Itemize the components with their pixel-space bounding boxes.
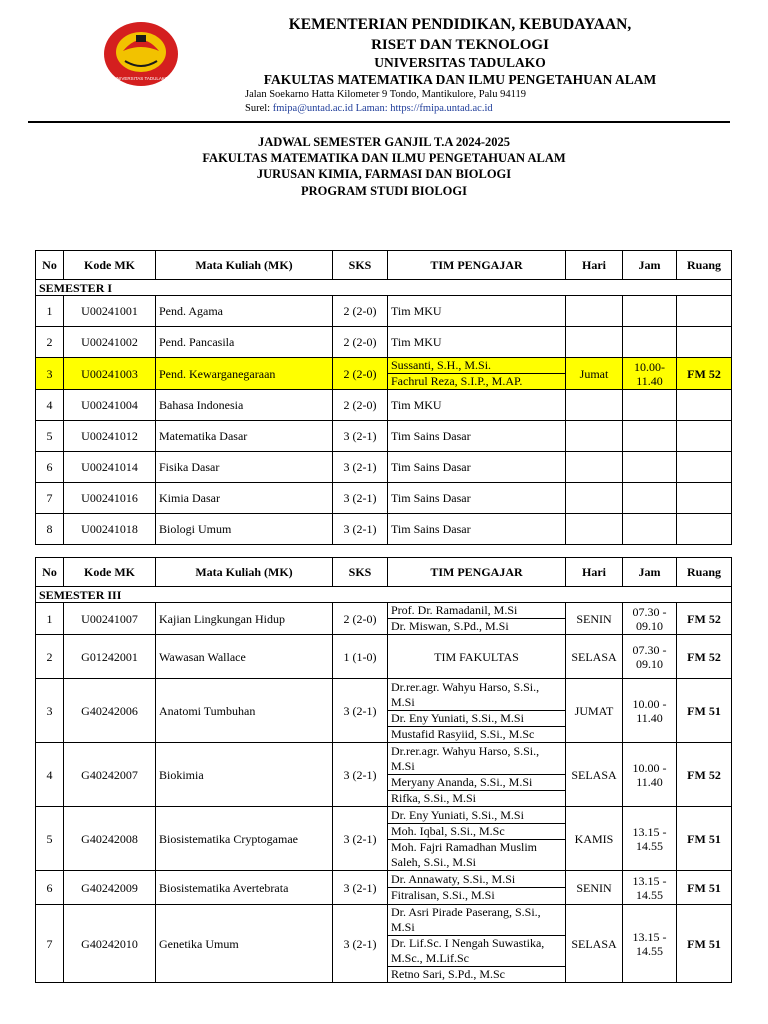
cell-no: 1 xyxy=(36,603,64,635)
cell-tim xyxy=(388,603,566,635)
cell-kode: G40242006 xyxy=(64,679,156,743)
cell-ruang xyxy=(677,452,732,483)
cell-no: 2 xyxy=(36,327,64,358)
col-header: No xyxy=(36,251,64,280)
col-header: TIM PENGAJAR xyxy=(388,558,566,587)
schedule-department: JURUSAN KIMIA, FARMASI DAN BIOLOGI xyxy=(256,167,512,181)
cell-tim xyxy=(388,743,566,807)
cell-mk: Bahasa Indonesia xyxy=(156,390,333,421)
lecturer-name: Fitralisan, S.Si., M.Si xyxy=(391,888,495,902)
cell-kode: G40242007 xyxy=(64,743,156,807)
cell-jam: 07.30 - 09.10 xyxy=(623,635,677,679)
cell-ruang: FM 51 xyxy=(677,679,732,743)
cell-tim xyxy=(388,905,566,983)
table-header xyxy=(36,251,732,280)
cell-sks: 3 (2-1) xyxy=(333,905,388,983)
col-header: Hari xyxy=(566,558,623,587)
table-row xyxy=(36,421,732,452)
cell-mk: Wawasan Wallace xyxy=(156,635,333,679)
lecturer-name: Moh. Iqbal, S.Si., M.Sc xyxy=(388,824,565,840)
cell-tim xyxy=(388,679,566,743)
lecturer-name: Dr. Eny Yuniati, S.Si., M.Si xyxy=(388,711,565,727)
cell-jam xyxy=(623,452,677,483)
lecturer-name: Retno Sari, S.Pd., M.Sc xyxy=(391,967,506,981)
cell-sks: 3 (2-1) xyxy=(333,679,388,743)
col-header: Mata Kuliah (MK) xyxy=(156,251,333,280)
cell-mk: Kimia Dasar xyxy=(156,483,333,514)
cell-sks: 3 (2-1) xyxy=(333,452,388,483)
cell-tim: Tim Sains Dasar xyxy=(388,421,566,452)
letterhead-contact xyxy=(245,103,493,114)
col-header: Ruang xyxy=(677,558,732,587)
cell-kode: G40242008 xyxy=(64,807,156,871)
table-row xyxy=(36,296,732,327)
table-row xyxy=(36,871,732,905)
cell-sks: 2 (2-0) xyxy=(333,327,388,358)
cell-jam: 10.00 - 11.40 xyxy=(623,679,677,743)
cell-ruang xyxy=(677,483,732,514)
cell-mk: Pend. Kewarganegaraan xyxy=(156,358,333,390)
table-row xyxy=(36,807,732,871)
cell-kode: U00241001 xyxy=(64,296,156,327)
cell-tim: Tim MKU xyxy=(388,390,566,421)
cell-mk: Kajian Lingkungan Hidup xyxy=(156,603,333,635)
letterhead-university: UNIVERSITAS TADULAKO xyxy=(374,55,546,70)
semester3-table xyxy=(35,557,732,983)
table-row xyxy=(36,905,732,983)
lecturer-name: Moh. Fajri Ramadhan Muslim Saleh, S.Si., M.Si xyxy=(391,839,537,869)
cell-kode: U00241003 xyxy=(64,358,156,390)
cell-mk: Biologi Umum xyxy=(156,514,333,545)
col-header: TIM PENGAJAR xyxy=(388,251,566,280)
cell-tim: Tim MKU xyxy=(388,327,566,358)
cell-ruang: FM 52 xyxy=(677,358,732,390)
semester-row xyxy=(36,587,732,603)
semester1-table xyxy=(35,250,732,545)
cell-mk: Fisika Dasar xyxy=(156,452,333,483)
cell-jam xyxy=(623,483,677,514)
cell-sks: 2 (2-0) xyxy=(333,296,388,327)
cell-kode: U00241004 xyxy=(64,390,156,421)
letterhead-ministry: KEMENTERIAN PENDIDIKAN, KEBUDAYAAN, xyxy=(288,16,632,33)
table-row xyxy=(36,358,732,390)
table-row xyxy=(36,603,732,635)
cell-sks: 2 (2-0) xyxy=(333,603,388,635)
cell-mk: Anatomi Tumbuhan xyxy=(156,679,333,743)
cell-no: 5 xyxy=(36,807,64,871)
cell-ruang: FM 52 xyxy=(677,603,732,635)
letterhead-faculty: FAKULTAS MATEMATIKA DAN ILMU PENGETAHUAN ALAM xyxy=(263,72,657,87)
cell-hari: SELASA xyxy=(566,743,623,807)
table-row xyxy=(36,483,732,514)
cell-hari xyxy=(566,390,623,421)
cell-no: 7 xyxy=(36,905,64,983)
cell-no: 4 xyxy=(36,390,64,421)
letterhead-divider xyxy=(28,121,730,123)
table-header xyxy=(36,558,732,587)
cell-no: 7 xyxy=(36,483,64,514)
cell-no: 3 xyxy=(36,358,64,390)
cell-kode: U00241014 xyxy=(64,452,156,483)
cell-kode: U00241016 xyxy=(64,483,156,514)
lecturer-name: Dr.rer.agr. Wahyu Harso, S.Si., M.Si xyxy=(388,680,565,711)
cell-ruang: FM 51 xyxy=(677,905,732,983)
lecturer-name: Meryany Ananda, S.Si., M.Si xyxy=(388,775,565,791)
col-header: SKS xyxy=(333,251,388,280)
cell-sks: 3 (2-1) xyxy=(333,871,388,905)
cell-ruang: FM 52 xyxy=(677,635,732,679)
lecturer-name: Dr. Annawaty, S.Si., M.Si xyxy=(388,872,565,888)
lecturer-name: Dr. Asri Pirade Paserang, S.Si., M.Si xyxy=(388,905,565,936)
cell-tim: Tim Sains Dasar xyxy=(388,514,566,545)
cell-kode: U00241012 xyxy=(64,421,156,452)
cell-jam: 10.00 - 11.40 xyxy=(623,743,677,807)
cell-mk: Pend. Pancasila xyxy=(156,327,333,358)
cell-jam: 13.15 - 14.55 xyxy=(623,871,677,905)
cell-kode: U00241002 xyxy=(64,327,156,358)
cell-hari: SENIN xyxy=(566,603,623,635)
cell-ruang xyxy=(677,514,732,545)
semester-row xyxy=(36,280,732,296)
cell-sks: 3 (2-1) xyxy=(333,421,388,452)
lecturer-name: Mustafid Rasyiid, S.Si., M.Sc xyxy=(391,726,535,741)
cell-tim: Tim Sains Dasar xyxy=(388,452,566,483)
cell-hari: JUMAT xyxy=(566,679,623,743)
cell-hari xyxy=(566,296,623,327)
lecturer-name: Dr. Eny Yuniati, S.Si., M.Si xyxy=(388,808,565,824)
cell-jam xyxy=(623,514,677,545)
cell-jam: 13.15 - 14.55 xyxy=(623,807,677,871)
cell-sks: 2 (2-0) xyxy=(333,358,388,390)
cell-kode: G40242010 xyxy=(64,905,156,983)
table-row xyxy=(36,743,732,807)
col-header: SKS xyxy=(333,558,388,587)
cell-mk: Biosistematika Avertebrata xyxy=(156,871,333,905)
cell-kode: U00241018 xyxy=(64,514,156,545)
lecturer-name: Dr.rer.agr. Wahyu Harso, S.Si., M.Si xyxy=(388,744,565,775)
cell-hari xyxy=(566,421,623,452)
cell-tim xyxy=(388,358,566,390)
table-row xyxy=(36,390,732,421)
letterhead-address: Jalan Soekarno Hatta Kilometer 9 Tondo, Mantikulore, Palu 94119 xyxy=(245,89,526,100)
email-link[interactable]: fmipa@untad.ac.id Laman: https://fmipa.untad.ac.id xyxy=(272,103,493,114)
cell-hari xyxy=(566,514,623,545)
cell-no: 3 xyxy=(36,679,64,743)
schedule-faculty: FAKULTAS MATEMATIKA DAN ILMU PENGETAHUAN ALAM xyxy=(202,151,566,165)
cell-jam: 13.15 - 14.55 xyxy=(623,905,677,983)
lecturer-name: Dr. Miswan, S.Pd., M.Si xyxy=(391,619,509,633)
col-header: No xyxy=(36,558,64,587)
table-row xyxy=(36,635,732,679)
schedule-title: JADWAL SEMESTER GANJIL T.A 2024-2025 xyxy=(257,135,511,149)
cell-no: 4 xyxy=(36,743,64,807)
cell-mk: Genetika Umum xyxy=(156,905,333,983)
cell-hari: SELASA xyxy=(566,905,623,983)
cell-jam: 07.30 - 09.10 xyxy=(623,603,677,635)
cell-no: 6 xyxy=(36,871,64,905)
cell-hari: Jumat xyxy=(566,358,623,390)
cell-jam xyxy=(623,327,677,358)
col-header: Mata Kuliah (MK) xyxy=(156,558,333,587)
cell-tim: Tim Sains Dasar xyxy=(388,483,566,514)
cell-no: 5 xyxy=(36,421,64,452)
cell-tim: TIM FAKULTAS xyxy=(388,635,566,679)
cell-kode: G40242009 xyxy=(64,871,156,905)
university-logo-icon xyxy=(103,21,179,87)
cell-no: 8 xyxy=(36,514,64,545)
cell-sks: 3 (2-1) xyxy=(333,743,388,807)
cell-no: 2 xyxy=(36,635,64,679)
cell-ruang xyxy=(677,296,732,327)
cell-mk: Pend. Agama xyxy=(156,296,333,327)
cell-mk: Biokimia xyxy=(156,743,333,807)
schedule-program: PROGRAM STUDI BIOLOGI xyxy=(301,184,467,198)
letterhead-ministry-2: RISET DAN TEKNOLOGI xyxy=(371,37,549,53)
cell-ruang xyxy=(677,327,732,358)
lecturer-name: Prof. Dr. Ramadanil, M.Si xyxy=(388,603,565,619)
cell-ruang: FM 51 xyxy=(677,871,732,905)
cell-jam xyxy=(623,390,677,421)
cell-hari: SELASA xyxy=(566,635,623,679)
table-row xyxy=(36,327,732,358)
cell-tim xyxy=(388,871,566,905)
table-row xyxy=(36,514,732,545)
cell-sks: 1 (1-0) xyxy=(333,635,388,679)
cell-jam xyxy=(623,296,677,327)
cell-hari xyxy=(566,327,623,358)
cell-no: 6 xyxy=(36,452,64,483)
lecturer-name: Sussanti, S.H., M.Si. xyxy=(388,358,565,374)
col-header: Jam xyxy=(623,558,677,587)
cell-jam: 10.00- 11.40 xyxy=(623,358,677,390)
cell-kode: U00241007 xyxy=(64,603,156,635)
col-header: Ruang xyxy=(677,251,732,280)
cell-ruang xyxy=(677,390,732,421)
cell-hari: SENIN xyxy=(566,871,623,905)
cell-jam xyxy=(623,421,677,452)
col-header: Jam xyxy=(623,251,677,280)
cell-sks: 3 (2-1) xyxy=(333,514,388,545)
semester-label: SEMESTER I xyxy=(36,280,732,296)
cell-kode: G01242001 xyxy=(64,635,156,679)
cell-ruang: FM 52 xyxy=(677,743,732,807)
col-header: Kode MK xyxy=(64,251,156,280)
semester-label: SEMESTER III xyxy=(36,587,732,603)
logo-text: UNIVERSITAS TADULAKO xyxy=(113,76,169,81)
cell-sks: 3 (2-1) xyxy=(333,807,388,871)
cell-hari xyxy=(566,483,623,514)
col-header: Kode MK xyxy=(64,558,156,587)
cell-ruang: FM 51 xyxy=(677,807,732,871)
email-label: Surel: xyxy=(245,103,273,114)
cell-no: 1 xyxy=(36,296,64,327)
lecturer-name: Rifka, S.Si., M.Si xyxy=(391,790,477,805)
col-header: Hari xyxy=(566,251,623,280)
cell-sks: 3 (2-1) xyxy=(333,483,388,514)
cell-mk: Biosistematika Cryptogamae xyxy=(156,807,333,871)
cell-tim xyxy=(388,807,566,871)
cell-tim: Tim MKU xyxy=(388,296,566,327)
table-row xyxy=(36,452,732,483)
cell-hari: KAMIS xyxy=(566,807,623,871)
cell-ruang xyxy=(677,421,732,452)
cell-mk: Matematika Dasar xyxy=(156,421,333,452)
lecturer-name: Dr. Lif.Sc. I Nengah Suwastika, M.Sc., M.Lif.Sc xyxy=(388,936,565,967)
lecturer-name: Fachrul Reza, S.I.P., M.AP. xyxy=(391,374,523,388)
cell-hari xyxy=(566,452,623,483)
table-row xyxy=(36,679,732,743)
cell-sks: 2 (2-0) xyxy=(333,390,388,421)
